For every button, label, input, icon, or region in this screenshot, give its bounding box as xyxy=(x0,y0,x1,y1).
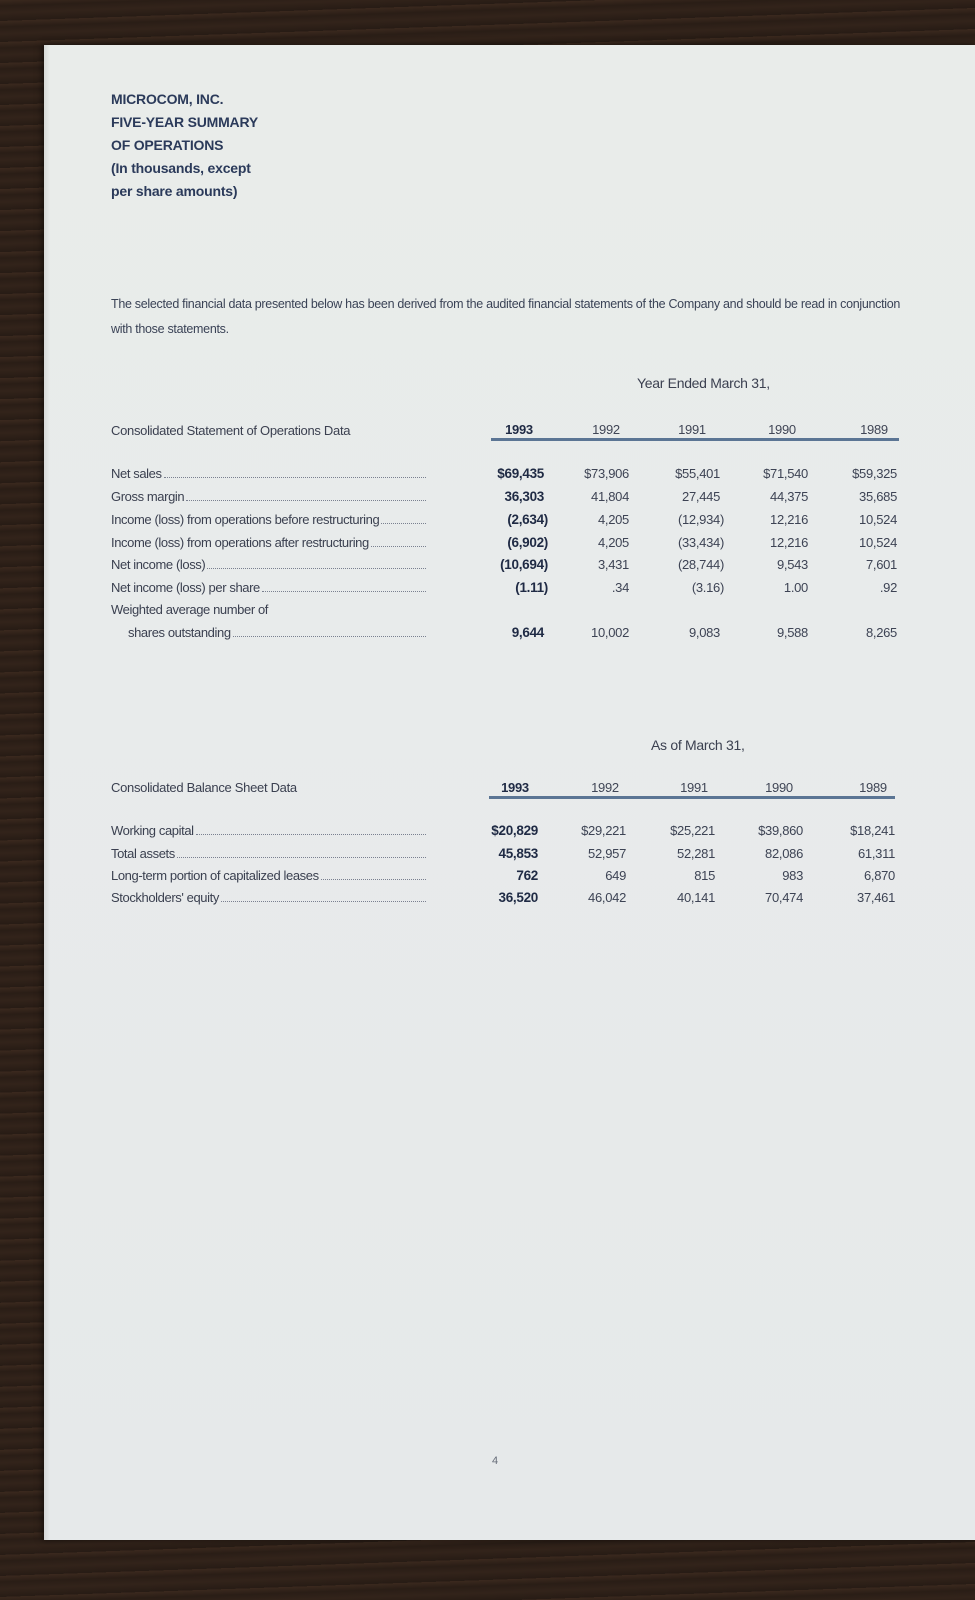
operations-caption: Year Ended March 31, xyxy=(637,375,770,391)
cell: $73,906 xyxy=(584,466,629,481)
cell: $69,435 xyxy=(497,466,544,481)
balance-year-1989: 1989 xyxy=(859,780,887,795)
cell: 44,375 xyxy=(770,489,808,504)
row-capitalized-leases: Long-term portion of capitalized leases xyxy=(111,868,426,883)
row-working-capital: Working capital xyxy=(111,823,426,838)
cell: $25,221 xyxy=(670,823,715,838)
cell: 27,445 xyxy=(682,489,720,504)
row-stockholders-equity: Stockholders' equity xyxy=(111,890,426,905)
cell: 6,870 xyxy=(863,868,895,883)
cell: 70,474 xyxy=(765,890,803,905)
cell: 52,281 xyxy=(677,846,715,861)
cell: $39,860 xyxy=(758,823,803,838)
row-total-assets: Total assets xyxy=(111,846,426,861)
page-number: 4 xyxy=(492,1455,499,1467)
row-net-sales: Net sales xyxy=(111,466,426,481)
cell: 9,644 xyxy=(511,625,544,640)
cell: 82,086 xyxy=(765,846,803,861)
operations-year-1992: 1992 xyxy=(592,422,620,437)
cell: 3,431 xyxy=(597,557,629,572)
cell: (12,934) xyxy=(677,512,724,527)
cell: (28,744) xyxy=(677,557,724,572)
row-income-after-restructuring: Income (loss) from operations after restructuring xyxy=(111,535,426,550)
cell: 36,303 xyxy=(504,489,544,504)
cell: $59,325 xyxy=(852,466,897,481)
row-net-income-per-share: Net income (loss) per share xyxy=(111,580,426,595)
cell: (2,634) xyxy=(507,512,548,527)
cell: $20,829 xyxy=(491,823,538,838)
cell: .34 xyxy=(611,580,629,595)
cell: 9,083 xyxy=(688,625,720,640)
row-shares-outstanding: shares outstanding xyxy=(111,625,426,640)
cell: 12,216 xyxy=(770,512,808,527)
report-header xyxy=(111,88,258,203)
header-units-line-1: (In thousands, except xyxy=(111,160,251,176)
cell: (6,902) xyxy=(507,535,548,550)
row-gross-margin: Gross margin xyxy=(111,489,426,504)
balance-year-1991: 1991 xyxy=(680,780,708,795)
operations-year-1993: 1993 xyxy=(505,422,533,437)
cell: 40,141 xyxy=(677,890,715,905)
cell: 10,524 xyxy=(859,535,897,550)
cell: (3.16) xyxy=(691,580,724,595)
cell: 36,520 xyxy=(498,890,538,905)
header-title-line-2: OF OPERATIONS xyxy=(111,137,224,153)
operations-section-label: Consolidated Statement of Operations Data xyxy=(111,423,351,438)
cell: 9,588 xyxy=(776,625,808,640)
operations-header-rule xyxy=(491,438,899,441)
cell: 52,957 xyxy=(588,846,626,861)
cell: 8,265 xyxy=(865,625,897,640)
balance-year-1993: 1993 xyxy=(501,780,529,795)
cell: 9,543 xyxy=(776,557,808,572)
document-page xyxy=(44,45,975,1540)
cell: (10,694) xyxy=(500,557,548,572)
cell: 12,216 xyxy=(770,535,808,550)
cell: (33,434) xyxy=(677,535,724,550)
cell: 10,524 xyxy=(859,512,897,527)
row-income-before-restructuring: Income (loss) from operations before restructuring xyxy=(111,512,426,527)
cell: .92 xyxy=(879,580,897,595)
row-weighted-average-label: Weighted average number of xyxy=(111,602,269,617)
balance-year-1990: 1990 xyxy=(765,780,793,795)
cell: 4,205 xyxy=(597,512,629,527)
cell: $55,401 xyxy=(675,466,720,481)
operations-year-1991: 1991 xyxy=(678,422,706,437)
cell: 37,461 xyxy=(857,890,895,905)
header-title-line-1: FIVE-YEAR SUMMARY xyxy=(111,114,258,130)
cell: $29,221 xyxy=(581,823,626,838)
cell: 762 xyxy=(516,868,538,883)
cell: $71,540 xyxy=(763,466,808,481)
cell: 7,601 xyxy=(865,557,897,572)
balance-year-1992: 1992 xyxy=(591,780,619,795)
cell: $18,241 xyxy=(850,823,895,838)
cell: 35,685 xyxy=(859,489,897,504)
cell: 983 xyxy=(782,868,803,883)
operations-year-1990: 1990 xyxy=(768,422,796,437)
header-units-line-2: per share amounts) xyxy=(111,183,238,199)
cell: 46,042 xyxy=(588,890,626,905)
cell: 815 xyxy=(694,868,715,883)
cell: 61,311 xyxy=(858,846,895,861)
cell: 45,853 xyxy=(498,846,538,861)
cell: 4,205 xyxy=(597,535,629,550)
cell: 649 xyxy=(605,868,626,883)
company-name: MICROCOM, INC. xyxy=(111,91,224,107)
cell: 1.00 xyxy=(783,580,808,595)
cell: 10,002 xyxy=(591,625,629,640)
cell: (1.11) xyxy=(515,580,548,595)
cell: 41,804 xyxy=(591,489,629,504)
row-net-income: Net income (loss) xyxy=(111,557,426,572)
intro-paragraph: The selected financial data presented below has been derived from the audited financial statements of the Company and should be read in conjunction with those statements. xyxy=(111,297,901,336)
balance-caption: As of March 31, xyxy=(651,737,745,753)
balance-header-rule xyxy=(489,796,895,799)
operations-year-1989: 1989 xyxy=(860,422,888,437)
balance-section-label: Consolidated Balance Sheet Data xyxy=(111,780,297,795)
